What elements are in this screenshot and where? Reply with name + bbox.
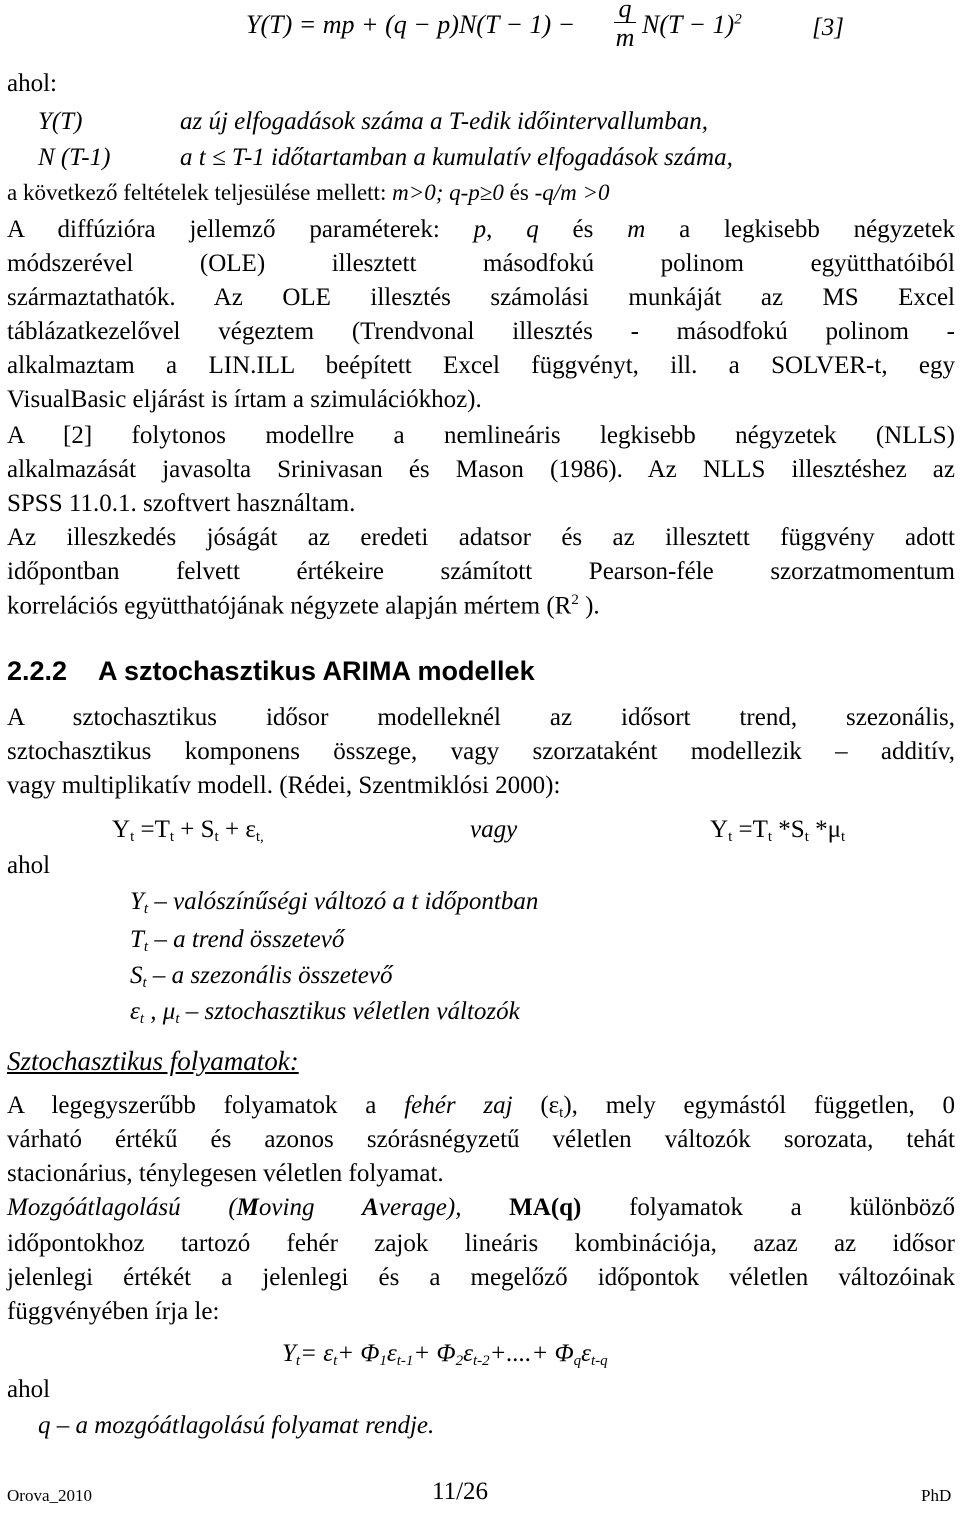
- para2-line3: SPSS 11.0.1. szoftvert használtam.: [7, 490, 356, 517]
- para6-line4: függvényében írja le:: [7, 1298, 220, 1325]
- para1-line3: származtathatók. Az OLE illesztés számolási munkáját az MS Excel: [7, 284, 955, 311]
- formula-3-fraction: [614, 0, 636, 53]
- def-nt-desc: a t ≤ T-1 időtartamban a kumulatív elfogadások száma,: [180, 144, 733, 171]
- formula-3-tail: $N(T - 1)^2$: [642, 10, 742, 39]
- def-yt-symbol: Y(T): [38, 108, 83, 135]
- footer-page-number: 11/26: [432, 1478, 489, 1505]
- footer-right: PhD: [921, 1486, 952, 1505]
- ahol-label: ahol:: [7, 70, 57, 97]
- model-vagy: vagy: [470, 816, 518, 843]
- para1-line1: A diffúzióra jellemző paraméterek: p, q és m a legkisebb négyzetek: [7, 216, 955, 243]
- para6-line1: Mozgóátlagolású (Moving Average), MA(q) folyamatok a különböző: [7, 1194, 956, 1221]
- def-yt-desc: az új elfogadások száma a T-edik időintervallumban,: [180, 108, 708, 135]
- para1-line6: VisualBasic eljárást is írtam a szimulációkhoz).: [7, 386, 482, 413]
- para5-line3: stacionárius, ténylegesen véletlen folyamat.: [7, 1160, 444, 1187]
- para5-line1: A legegyszerűbb folyamatok a fehér zaj $(\varepsilon_t)$, mely egymástól független, 0: [7, 1092, 956, 1121]
- formula-3-lhs: Y(T) = mp + (q − p)N(T − 1) −: [246, 10, 576, 39]
- para1-line2: módszerével (OLE) illesztett másodfokú polinom együtthatóiból: [7, 250, 955, 277]
- model-multiplicative: $Y_t =T_t$ $*S_t$ $*\mu_t$: [710, 816, 846, 845]
- para1-line4: táblázatkezelővel végeztem (Trendvonal illesztés - másodfokú polinom -: [7, 318, 955, 345]
- formula-3-exponent: 2: [734, 11, 742, 28]
- ma-formula: $Y_t= \varepsilon_t+ \Phi_1\varepsilon_{t-1}+ \Phi_2\varepsilon_{t-2}+....+ \Phi_q\varepsilon_{t-q}$: [282, 1340, 608, 1369]
- component-yt: $Y_t$ – valószínűségi változó a t időpontban: [130, 888, 539, 917]
- para2-line2: alkalmazását javasolta Srinivasan és Mason (1986). Az NLLS illesztéshez az: [7, 456, 955, 483]
- para4-line3: vagy multiplikatív modell. (Rédei, Szentmiklósi 2000):: [7, 772, 561, 799]
- component-tt: $T_t$ – a trend összetevő: [130, 926, 345, 955]
- formula-3: [246, 10, 575, 40]
- para2-line1: A [2] folytonos modellre a nemlineáris legkisebb négyzetek (NLLS): [7, 422, 955, 449]
- section-title: A sztochasztikus ARIMA modellek: [98, 656, 535, 686]
- conditions-line: a következő feltételek teljesülése mellett: m>0; q-p≥0 és -q/m >0: [7, 180, 610, 205]
- q-definition: q – a mozgóátlagolású folyamat rendje.: [38, 1412, 435, 1439]
- para3-line2: időpontban felvett értékeire számított Pearson-féle szorzatmomentum: [7, 558, 955, 585]
- ahol-label-2: ahol: [7, 852, 51, 879]
- fraction-numerator: q: [614, 0, 636, 23]
- para4-line1: A sztochasztikus idősor modelleknél az idősort trend, szezonális,: [7, 704, 955, 731]
- para1-line5: alkalmaztam a LIN.ILL beépített Excel függvényt, ill. a SOLVER-t, egy: [7, 352, 955, 379]
- fraction-denominator: m: [615, 23, 635, 52]
- para5-line2: várható értékű és azonos szórásnégyzetű véletlen változók sorozata, tehát: [7, 1126, 955, 1153]
- def-nt-symbol: N (T-1): [38, 144, 111, 171]
- para6-line2: időpontokhoz tartozó fehér zajok lineáris kombinációja, azaz az idősor: [7, 1230, 955, 1257]
- section-number: 2.2.2: [7, 656, 68, 686]
- model-additive: $Y_t =T_t + S_t + \varepsilon_{t,}$: [112, 816, 264, 845]
- para3-line3: korrelációs együtthatójának négyzete alapján mértem ($R^2$ ).: [7, 592, 600, 620]
- para6-line3: jelenlegi értékét a jelenlegi és a megelőző időpontok véletlen változóinak: [7, 1264, 955, 1291]
- footer-left: Orova_2010: [7, 1486, 92, 1505]
- ahol-label-3: ahol: [7, 1376, 51, 1403]
- para4-line2: sztochasztikus komponens összege, vagy szorzataként modellezik – additív,: [7, 738, 955, 765]
- component-eps-mu: $\varepsilon_t$ , $\mu_t$ – sztochasztikus véletlen változók: [130, 998, 520, 1027]
- para3-line1: Az illeszkedés jóságát az eredeti adatsor és az illesztett függvény adott: [7, 524, 955, 551]
- subheading: Sztochasztikus folyamatok:: [7, 1046, 299, 1076]
- formula-3-ref: [3]: [812, 14, 844, 41]
- component-st: $S_t$ – a szezonális összetevő: [130, 962, 393, 991]
